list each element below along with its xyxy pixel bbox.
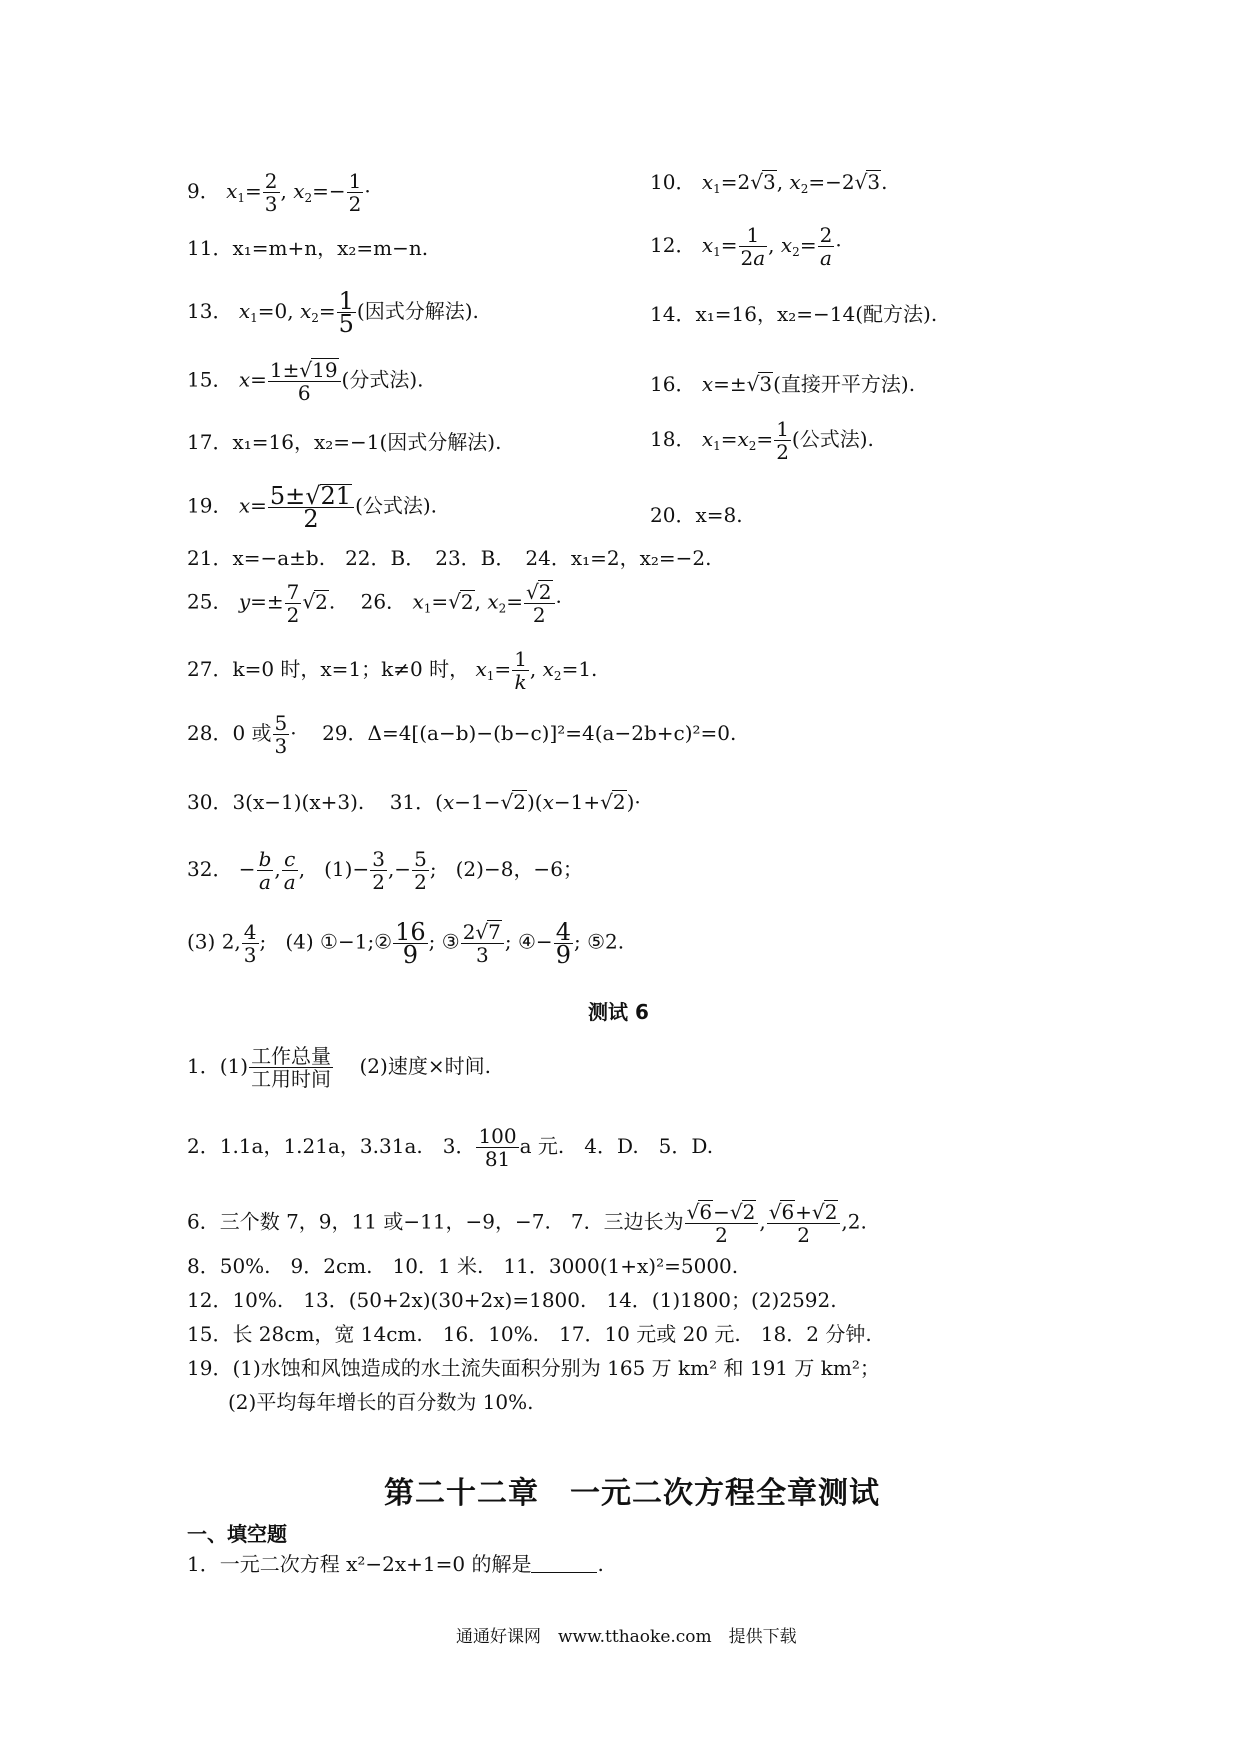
chapter-q1-text: 1．一元二次方程 x²−2x+1=0 的解是 [187,1552,532,1576]
answer-9: 9． $x_1=$ $\frac{2}{3}$ , $x_2=-$ $\frac{1}{2}$ · [187,169,371,216]
answer-27: 27．k=0 时，x=1；k≠0 时， $x_1=$ $\frac{1}{k}$ , $x_2=1$. [187,647,598,694]
test6-q12-14: 12．10%. 13．(50+2x)(30+2x)=1800. 14．(1)1800；(2)2592. [187,1288,837,1312]
answer-20: 20．x=8. [650,503,743,527]
answer-18-note: (公式法). [791,427,874,451]
answer-15: 15． x= $\frac{1\pm√19}{6}$ (分式法). [187,358,424,405]
answer-14: 14．x₁=16，x₂=−14(配方法). [650,302,938,326]
test6-q3-5: a 元. 4．D. 5．D. [519,1134,714,1158]
test6-q2-5: 2．1.1a，1.21a，3.31a. 3． $\frac{100}{81}$ a 元. 4．D. 5．D. [187,1124,714,1171]
test6-q19-1: 19．(1)水蚀和风蚀造成的水土流失面积分别为 165 万 km² 和 191 万 km²； [187,1356,880,1380]
answer-19-num: 19． [187,493,233,518]
answer-12: 12． $x_1=$ $\frac{1}{2a}$ , $x_2=$ $\frac{2}{a}$ · [650,223,842,270]
answer-18: 18． $x_1=x_2=$ $\frac{1}{2}$ (公式法). [650,417,874,464]
answer-30-31: 30．3(x−1)(x+3). 31．(x−1−√2)(x−1+√2)· [187,790,641,814]
answer-13-num: 13． [187,299,233,323]
test6-q1-part2: (2)速度×时间. [359,1054,491,1078]
answer-13: 13． $x_1=0$, $x_2=$ $\frac{1}{5}$ (因式分解法). [187,287,479,338]
test6-q15-18: 15．长 28cm，宽 14cm. 16．10%. 17．10 元或 20 元. 18．2 分钟. [187,1322,872,1346]
q1-numerator: 工作总量 [251,1044,332,1068]
chapter-title: 第二十二章 一元二次方程全章测试 [384,1476,880,1511]
section-heading: 一、填空题 [187,1522,287,1546]
test6-q8-11: 8．50%. 9．2cm. 10．1 米. 11．3000(1+x)²=5000. [187,1254,739,1278]
answer-28-num: 28．0 或 [187,721,272,745]
answer-25-num: 25． [187,589,233,614]
answer-18-num: 18． [650,427,696,451]
answer-blank[interactable] [531,1554,597,1573]
test6-q6-7: 6．三个数 7，9，11 或−11，−9，−7. 7．三边长为 $\frac{√6-√2}{2}$ , $\frac{√6+√2}{2}$ ,2. [187,1200,867,1247]
answer-25-26: 25． y=± $\frac{7}{2}$ √2. 26． $x_1=√2$, $x_2=$ $\frac{√2}{2}$ · [187,579,562,627]
answer-28-29: 28．0 或 $\frac{5}{3}$ · 29．Δ=4[(a−b)−(b−c)]²=4(a−2b+c)²=0. [187,711,737,758]
answer-32-part2: (2)−8，−6； [455,857,583,881]
answer-16-num: 16． [650,372,696,396]
answer-11: 11．x₁=m+n，x₂=m−n. [187,236,429,260]
test6-q6-7-text: 6．三个数 7，9，11 或−11，−9，−7. 7．三边长为 [187,1209,684,1234]
q1-denominator: 工用时间 [251,1067,332,1091]
footer: 通通好课网 www.tthaoke.com 提供下载 [456,1627,797,1647]
answer-29: 29．Δ=4[(a−b)−(b−c)]²=4(a−2b+c)²=0. [322,721,737,745]
answer-13-note: (因式分解法). [356,299,479,323]
answer-27-text: 27．k=0 时，x=1；k≠0 时， [187,657,470,681]
test6-q1 [187,1045,491,1090]
answer-10: 10． $x_1=2√3$, $x_2=-2√3$. [650,170,888,196]
answer-21-24: 21．x=−a±b. 22．B． 23．B． 24．x₁=2，x₂=−2. [187,546,712,570]
answer-12-num: 12． [650,233,696,257]
answer-9-num: 9． [187,179,220,203]
chapter-q1: 1．一元二次方程 x²−2x+1=0 的解是 . [187,1552,604,1576]
answer-32-part4: (4) ①−1;② [285,929,393,954]
test6-q2-3: 2．1.1a，1.21a，3.31a. 3． [187,1134,476,1158]
answer-16: 16． x=±√3(直接开平方法). [650,372,916,396]
test6-q19-2: (2)平均每年增长的百分数为 10%. [228,1390,534,1414]
answer-10-num: 10． [650,170,696,194]
test6-title: 测试 6 [588,1000,649,1024]
answer-16-note: (直接开平方法). [773,372,916,396]
answer-32-num: 32． [187,857,233,881]
answer-15-num: 15． [187,367,233,392]
answer-31-num: 31． [389,790,436,814]
test6-q1-num: 1．(1) [187,1054,249,1078]
answer-17: 17．x₁=16，x₂=−1(因式分解法). [187,430,502,454]
answer-32-part3: (3) [187,929,216,954]
answer-19: 19． x= $\frac{5\pm√21}{2}$ (公式法). [187,482,438,533]
answer-30: 30．3(x−1)(x+3). [187,790,365,814]
answer-15-note: (分式法). [341,367,424,392]
answer-26-num: 26． [360,589,407,614]
answer-19-note: (公式法). [355,493,438,518]
answer-32-cont: (3) 2, $\frac{4}{3}$ ; (4) ①−1;② $\frac{16}{9}$ ; ③ $\frac{2√7}{3}$ ; ④− $\frac{4}{9}$ ; ⑤2. [187,917,625,969]
answer-32: 32． − $\frac{b}{a}$ , $\frac{c}{a}$ , (1)− $\frac{3}{2}$ ,− $\frac{5}{2}$ ; (2)−8，−6； [187,847,583,894]
